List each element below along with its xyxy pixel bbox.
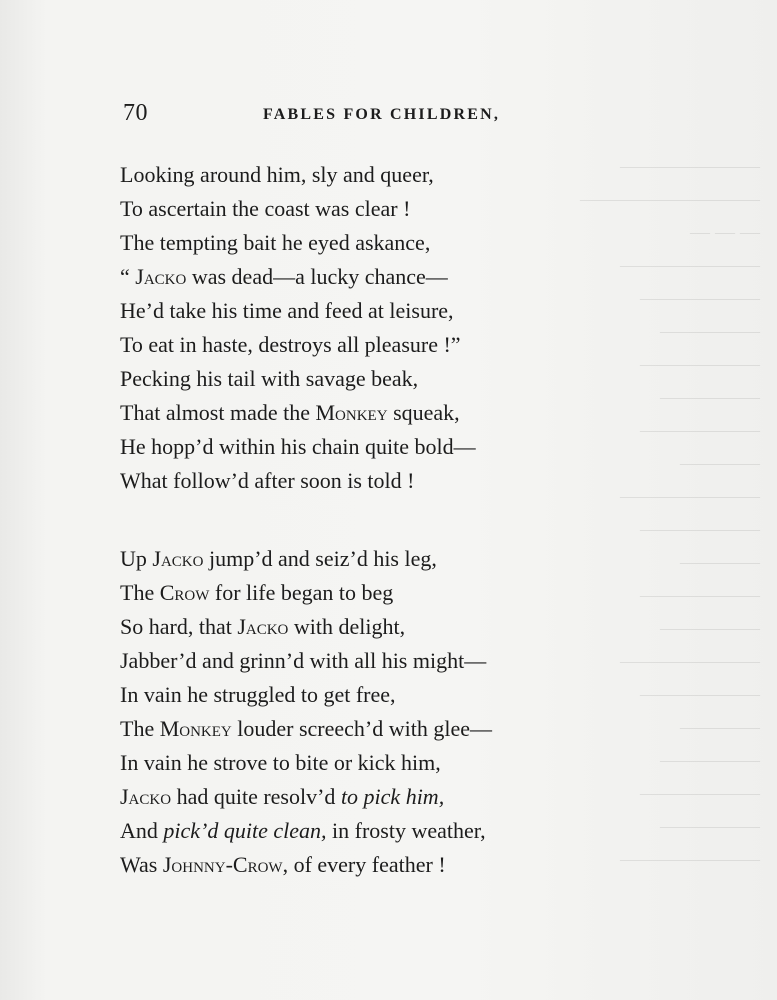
small-caps-text: Jacko xyxy=(135,264,187,289)
line-text: Was xyxy=(120,852,163,877)
line-text: The xyxy=(120,580,160,605)
page-number: 70 xyxy=(123,100,148,126)
line-text: To eat in haste, destroys all pleasure !” xyxy=(120,332,461,357)
line-text: The xyxy=(120,716,160,741)
poem-line xyxy=(120,396,640,430)
poem-line xyxy=(120,848,640,882)
small-caps-text: Monkey xyxy=(159,716,232,741)
line-text: Jabber’d and grinn’d with all his might— xyxy=(120,648,487,673)
poem-line xyxy=(120,542,640,576)
poem-line xyxy=(120,158,640,192)
line-text: was dead—a lucky chance— xyxy=(186,264,448,289)
poem-line xyxy=(120,192,640,226)
line-text: louder screech’d with glee— xyxy=(231,716,492,741)
line-text: In vain he struggled to get free, xyxy=(120,682,396,707)
poem-line xyxy=(120,712,640,746)
small-caps-text: Jacko xyxy=(237,614,289,639)
poem-line xyxy=(120,294,640,328)
line-text: squeak, xyxy=(387,400,460,425)
line-text: In vain he strove to bite or kick him, xyxy=(120,750,441,775)
poem-line xyxy=(120,362,640,396)
running-title: FABLES FOR CHILDREN, xyxy=(263,106,501,123)
line-text: Pecking his tail with savage beak, xyxy=(120,366,419,391)
page-header xyxy=(123,100,663,134)
small-caps-text: Johnny-Crow xyxy=(162,852,283,877)
line-text: So hard, that xyxy=(120,614,238,639)
small-caps-text: Monkey xyxy=(315,400,388,425)
line-text: He hopp’d within his chain quite bold— xyxy=(120,434,476,459)
italic-text: to pick him, xyxy=(340,784,445,809)
line-text: Looking around him, sly and queer, xyxy=(120,162,434,187)
line-text: And xyxy=(120,818,164,843)
poem-line xyxy=(120,328,640,362)
poem-stanza-2 xyxy=(120,542,640,882)
poem-line xyxy=(120,780,640,814)
poem-line xyxy=(120,610,640,644)
show-through-text: ——————— ————————— — — — ——————— —————— ————— —————— ————— —————— ———— ——————— —————— ———— —————— ————— ——————— —————— ———— ————— —————— ————— ——————— xyxy=(580,155,760,870)
line-text: To ascertain the coast was clear ! xyxy=(120,196,411,221)
line-text: for life began to beg xyxy=(209,580,394,605)
poem-line xyxy=(120,430,640,464)
line-text: Up xyxy=(120,546,153,571)
line-text: jump’d and seiz’d his leg, xyxy=(203,546,437,571)
line-text: He’d take his time and feed at leisure, xyxy=(120,298,454,323)
line-text: in frosty weather, xyxy=(326,818,486,843)
line-text: That almost made the xyxy=(120,400,316,425)
poem-stanza-1 xyxy=(120,158,640,498)
poem-line xyxy=(120,576,640,610)
line-text: , of every feather ! xyxy=(282,852,446,877)
poem-line xyxy=(120,260,640,294)
line-text: had quite resolv’d xyxy=(171,784,341,809)
poem-line xyxy=(120,644,640,678)
poem-line xyxy=(120,746,640,780)
small-caps-text: Jacko xyxy=(152,546,204,571)
line-text: with delight, xyxy=(288,614,406,639)
line-text: What follow’d after soon is told ! xyxy=(120,468,415,493)
line-text: “ xyxy=(120,264,136,289)
poem-line xyxy=(120,814,640,848)
poem-line xyxy=(120,226,640,260)
small-caps-text: Crow xyxy=(159,580,210,605)
poem-line xyxy=(120,464,640,498)
small-caps-text: Jacko xyxy=(120,784,172,809)
poem-line xyxy=(120,678,640,712)
italic-text: pick’d quite clean, xyxy=(163,818,327,843)
line-text: The tempting bait he eyed askance, xyxy=(120,230,431,255)
